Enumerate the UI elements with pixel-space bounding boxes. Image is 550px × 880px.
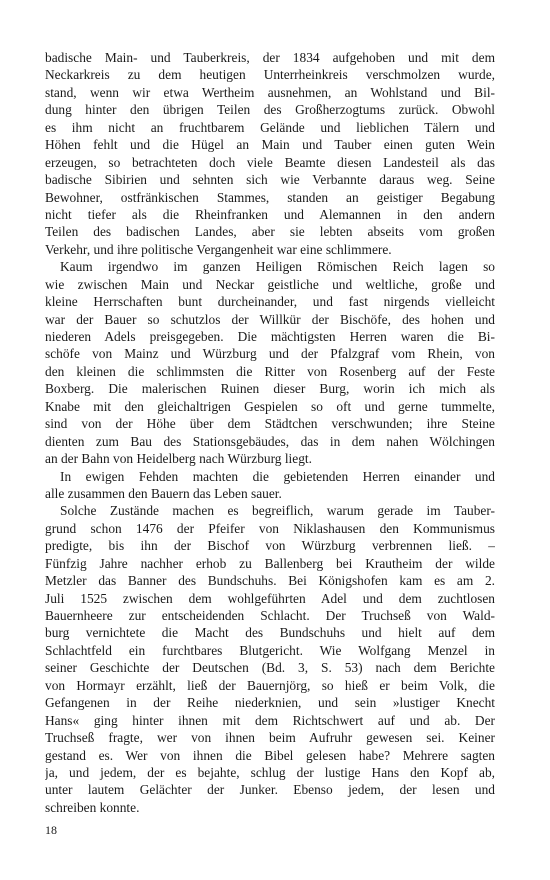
text-line: Boxberg. Die malerischen Ruinen dieser Burg, worin ich mich als xyxy=(45,381,495,397)
text-line: gestand es. Wer von ihnen die Bibel gelesen habe? Mehrere sagten xyxy=(45,747,495,763)
text-line: nicht tiefer als die Rheinfranken und Alemannen in den andern xyxy=(45,206,495,222)
text-line: unter lautem Gelächter der Junker. Ebenso jedem, der lesen und xyxy=(45,782,495,798)
text-line: schreiben konnte. xyxy=(45,799,140,815)
text-line: kleine Herrschaften bunt durcheinander, und fast nirgends vielleicht xyxy=(45,294,495,310)
text-line: Teilen des badischen Landes, aber sie lebten abseits vom großen xyxy=(45,224,495,240)
text-line: alle zusammen den Bauern das Leben sauer. xyxy=(45,485,282,501)
text-line: burg vernichtete die Macht des Bundschuhs und hielt auf dem xyxy=(45,625,495,641)
text-line: Metzler das Banner des Bundschuhs. Bei Königshofen kam es am 2. xyxy=(45,573,495,589)
text-line: es ihm nicht an fruchtbarem Gelände und lieblichen Tälern und xyxy=(45,119,495,135)
text-line: den kleinen die schlimmsten die Ritter von Rosenberg auf der Feste xyxy=(45,363,495,379)
text-line: Bewohner, ostfränkischen Stammes, standen an geistiger Begabung xyxy=(45,189,495,205)
text-line: Verkehr, und ihre politische Vergangenheit war eine schlimmere. xyxy=(45,241,392,257)
text-line: wie zwischen Main und Neckar geistliche und weltliche, große und xyxy=(45,276,495,292)
text-line: Gefangenen in der Reihe niederknien, und sein »lustiger Knecht xyxy=(45,695,495,711)
text-line: Truchseß fragte, wer von ihnen beim Aufruhr gewesen sei. Keiner xyxy=(45,730,495,746)
page-number: 18 xyxy=(45,823,57,837)
paragraph xyxy=(45,258,495,467)
text-line: Fünfzig Jahre nachher erhob zu Ballenberg bei Krautheim der wilde xyxy=(45,555,495,571)
text-line: an der Bahn von Heidelberg nach Würzburg liegt. xyxy=(45,451,312,467)
text-line: Solche Zustände machen es begreiflich, warum gerade im Tauber- xyxy=(60,503,495,519)
paragraph xyxy=(45,502,495,816)
text-line: Schlachtfeld ein furchtbares Blutgericht. Wie Wolfgang Menzel in xyxy=(45,642,495,658)
body-text xyxy=(45,49,495,816)
text-line: In ewigen Fehden machten die gebietenden Herren einander und xyxy=(60,468,495,484)
text-line: schöfe von Mainz und Würzburg und der Pfalzgraf vom Rhein, von xyxy=(45,346,495,362)
text-line: predigte, bis ihn der Bischof von Würzburg verbrennen ließ. – xyxy=(45,538,495,554)
text-line: war der Bauer so schutzlos der Willkür der Bischöfe, des hohen und xyxy=(45,311,495,327)
text-line: seiner Geschichte der Deutschen (Bd. 3, S. 53) nach dem Berichte xyxy=(45,660,495,676)
paragraph xyxy=(45,49,495,258)
text-line: Neckarkreis zu dem heutigen Unterrheinkreis verschmolzen wurde, xyxy=(45,67,495,83)
text-line: von Hormayr erzählt, ließ der Bauernjörg, so hieß er beim Volk, die xyxy=(45,677,495,693)
text-line: grund schon 1476 der Pfeifer von Niklashausen den Kommunismus xyxy=(45,520,495,536)
text-line: badische Sibirien und sehnten sich wie Verbannte daraus weg. Seine xyxy=(45,172,495,188)
text-line: erzeugen, so betrachteten doch viele Beamte diesen Landesteil als das xyxy=(45,154,495,170)
text-line: sind von der Höhe über dem Städtchen verschwunden; ihre Steine xyxy=(45,416,495,432)
text-line: Bauernheere zur entscheidenden Schlacht. Der Truchseß von Wald- xyxy=(45,608,495,623)
text-line: Knabe mit den gleichaltrigen Gespielen so oft und gerne tummelte, xyxy=(45,398,495,414)
text-line: dienten zum Bau des Stationsgebäudes, das in dem nahen Wölchingen xyxy=(45,433,495,449)
text-line: Höhen fehlt und die Hügel an Main und Tauber einen guten Wein xyxy=(45,137,495,153)
text-line: badische Main- und Tauberkreis, der 1834 aufgehoben und mit dem xyxy=(45,50,495,65)
text-line: Hans« ging hinter ihnen mit dem Richtschwert auf und ab. Der xyxy=(45,712,495,728)
text-line: Kaum irgendwo im ganzen Heiligen Römischen Reich lagen so xyxy=(60,259,495,275)
text-line: Juli 1525 zwischen dem wohlgeführten Adel und dem zuchtlosen xyxy=(45,590,495,606)
text-line: niederen Adels preisgegeben. Die mächtigsten Herren waren die Bi- xyxy=(45,329,495,344)
text-line: ja, und jedem, der es bejahte, schlug der lustige Hans den Kopf ab, xyxy=(45,764,495,780)
text-line: stand, wenn wir etwa Wertheim ausnehmen, an Wohlstand und Bil- xyxy=(45,84,495,100)
text-line: dung hinter den übrigen Teilen des Großherzogtums zurück. Obwohl xyxy=(45,102,495,118)
paragraph xyxy=(45,468,495,503)
